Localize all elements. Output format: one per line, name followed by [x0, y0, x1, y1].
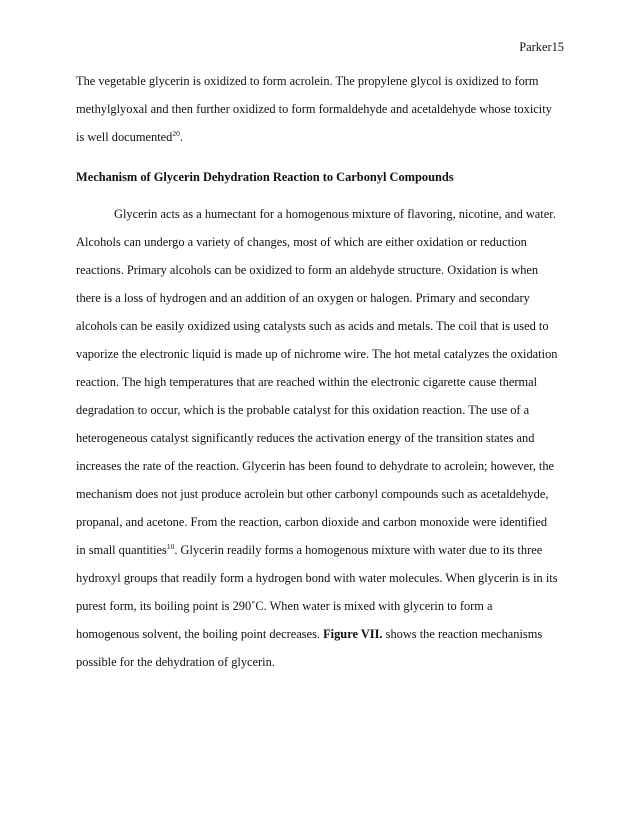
- intro-line-2: methylglyoxal and then further oxidized to form formaldehyde and acetaldehyde whose toxicity: [76, 102, 552, 116]
- small-quantities-text: in small quantities: [76, 543, 167, 557]
- intro-line-3-end: .: [179, 130, 183, 144]
- body-line-15: [76, 598, 493, 614]
- body-line-6: vaporize the electronic liquid is made up of nichrome wire. The hot metal catalyzes the oxidation: [76, 347, 558, 361]
- body-line-9: heterogeneous catalyst significantly reduces the activation energy of the transition states and: [76, 431, 535, 445]
- body-line-4: there is a loss of hydrogen and an addition of an oxygen or halogen. Primary and secondary: [76, 291, 530, 305]
- body-line-13: [76, 542, 542, 558]
- figure-reference: Figure VII.: [323, 627, 383, 641]
- solvent-text: homogenous solvent, the boiling point decreases.: [76, 627, 324, 641]
- body-line-3: reactions. Primary alcohols can be oxidized to form an aldehyde structure. Oxidation is when: [76, 263, 539, 277]
- page-header-label: Parker15: [519, 40, 564, 54]
- solvent-continuation: shows the reaction mechanisms: [382, 627, 543, 641]
- purest-form-text: purest form, its boiling point is 290: [76, 599, 252, 613]
- citation-superscript: 10: [166, 542, 175, 551]
- body-line-17: possible for the dehydration of glycerin.: [76, 655, 275, 669]
- body-line-5: alcohols can be easily oxidized using catalysts such as acids and metals. The coil that is used to: [76, 319, 549, 333]
- body-line-2: Alcohols can undergo a variety of changes, most of which are either oxidation or reduction: [76, 235, 527, 249]
- body-line-8: degradation to occur, which is the probable catalyst for this oxidation reaction. The use of a: [76, 403, 530, 417]
- intro-line-1: The vegetable glycerin is oxidized to form acrolein. The propylene glycol is oxidized to form: [76, 74, 539, 88]
- body-line-16: [76, 626, 542, 642]
- body-line-7: reaction. The high temperatures that are reached within the electronic cigarette cause thermal: [76, 375, 538, 389]
- intro-line-3: [76, 129, 183, 145]
- body-line-12: propanal, and acetone. From the reaction, carbon dioxide and carbon monoxide were identified: [76, 515, 548, 529]
- small-quantities-continuation: . Glycerin readily forms a homogenous mixture with water due to its three: [174, 543, 543, 557]
- body-line-14: hydroxyl groups that readily form a hydrogen bond with water molecules. When glycerin is in its: [76, 571, 558, 585]
- body-line-11: mechanism does not just produce acrolein but other carbonyl compounds such as acetaldehyde,: [76, 487, 549, 501]
- section-heading: Mechanism of Glycerin Dehydration Reaction to Carbonyl Compounds: [76, 170, 454, 184]
- citation-superscript: 20: [172, 129, 180, 138]
- body-line-1: Glycerin acts as a humectant for a homogenous mixture of flavoring, nicotine, and water.: [114, 207, 556, 221]
- purest-form-continuation: C. When water is mixed with glycerin to form a: [255, 599, 493, 613]
- body-line-10: increases the rate of the reaction. Glycerin has been found to dehydrate to acrolein; however, the: [76, 459, 555, 473]
- degree-symbol: ˚: [251, 599, 256, 613]
- intro-line-3-text: is well documented: [76, 130, 173, 144]
